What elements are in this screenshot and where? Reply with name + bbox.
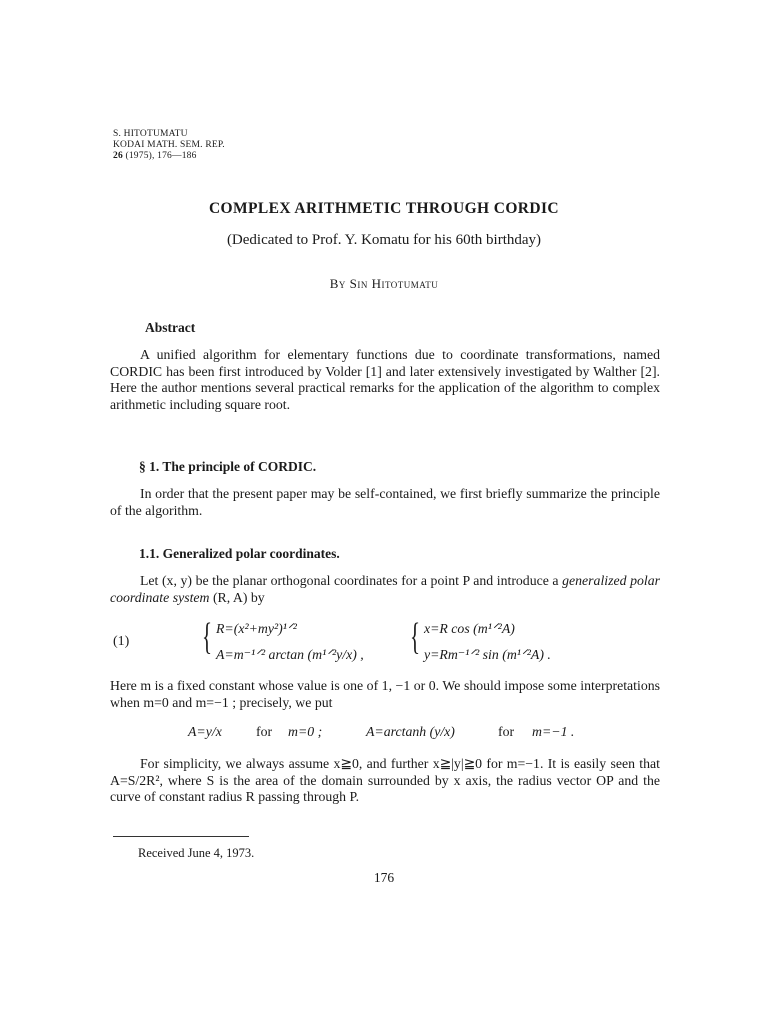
abstract-heading: Abstract: [145, 320, 196, 335]
intro-part-a: Let (x, y) be the planar orthogonal coordinates for a point P and introduce a: [140, 573, 563, 588]
intro-part-b: (R, A) by: [209, 589, 265, 605]
equation-1-left-line-1: R=(x²+my²)¹ᐟ²: [216, 621, 297, 636]
subsection-heading: 1.1. Generalized polar coordinates.: [139, 546, 340, 561]
subsection-intro: [110, 573, 660, 606]
byline-by: By: [329, 276, 346, 291]
equation-1-right-line-2: y=Rm⁻¹ᐟ² sin (m¹ᐟ²A) .: [424, 647, 551, 662]
footnote-received: Received June 4, 1973.: [138, 846, 255, 860]
paper-title: COMPLEX ARITHMETIC THROUGH CORDIC: [208, 200, 560, 217]
intro-emphasis: generalized polar coordinate system: [110, 573, 660, 605]
page-number: 176: [373, 870, 395, 885]
equation-2-c2: m=−1 .: [532, 724, 575, 739]
footnote-rule: [113, 836, 249, 837]
equation-2-c1: m=0 ;: [288, 724, 323, 739]
journal-issue: (1975), 176—186: [125, 151, 197, 161]
journal-header: [113, 129, 225, 162]
journal-volume: 26: [113, 151, 123, 161]
dedication: (Dedicated to Prof. Y. Komatu for his 60th birthday): [226, 232, 542, 248]
journal-name: KODAI MATH. SEM. REP.: [113, 140, 225, 150]
section-1-text: In order that the present paper may be self-contained, we first briefly summarize the principle of the algorithm.: [110, 486, 660, 518]
equation-1-left-line-2: A=m⁻¹ᐟ² arctan (m¹ᐟ²y/x) ,: [216, 647, 364, 662]
equation-1-right-line-1: x=R cos (m¹ᐟ²A): [424, 621, 515, 636]
left-brace: {: [202, 616, 213, 658]
right-brace: {: [410, 616, 421, 658]
byline-author: Sin Hitotumatu: [349, 276, 439, 291]
equation-1-number: (1): [113, 634, 130, 649]
section-1-heading: § 1. The principle of CORDIC.: [139, 459, 317, 474]
journal-author: S. HITOTUMATU: [113, 129, 188, 139]
paragraph-simplicity: For simplicity, we always assume x≧0, and further x≧|y|≧0 for m=−1. It is easily seen that A=S/2R², where S is the area of the domain surrounded by x axis, the radius vector OP and the curve of constant radius R passing through P.: [110, 756, 660, 805]
byline: [0, 276, 768, 292]
equation-2-for-1: for: [256, 724, 273, 739]
abstract-text: A unified algorithm for elementary functions due to coordinate transformations, named CORDIC has been first introduced by Volder [1] and later extensively investigated by Walther [2]. Here the author mentions several practical remarks for the application of the algorithm to complex arithmetic including square root.: [110, 347, 660, 413]
paragraph-m: Here m is a fixed constant whose value is one of 1, −1 or 0. We should impose some interpretations when m=0 and m=−1 ; precisely, we put: [110, 678, 660, 710]
equation-2-for-2: for: [498, 724, 515, 739]
equation-2-a: A=y/x: [188, 724, 222, 739]
journal-volume-line: [113, 151, 225, 162]
equation-2-b: A=arctanh (y/x): [366, 724, 455, 739]
